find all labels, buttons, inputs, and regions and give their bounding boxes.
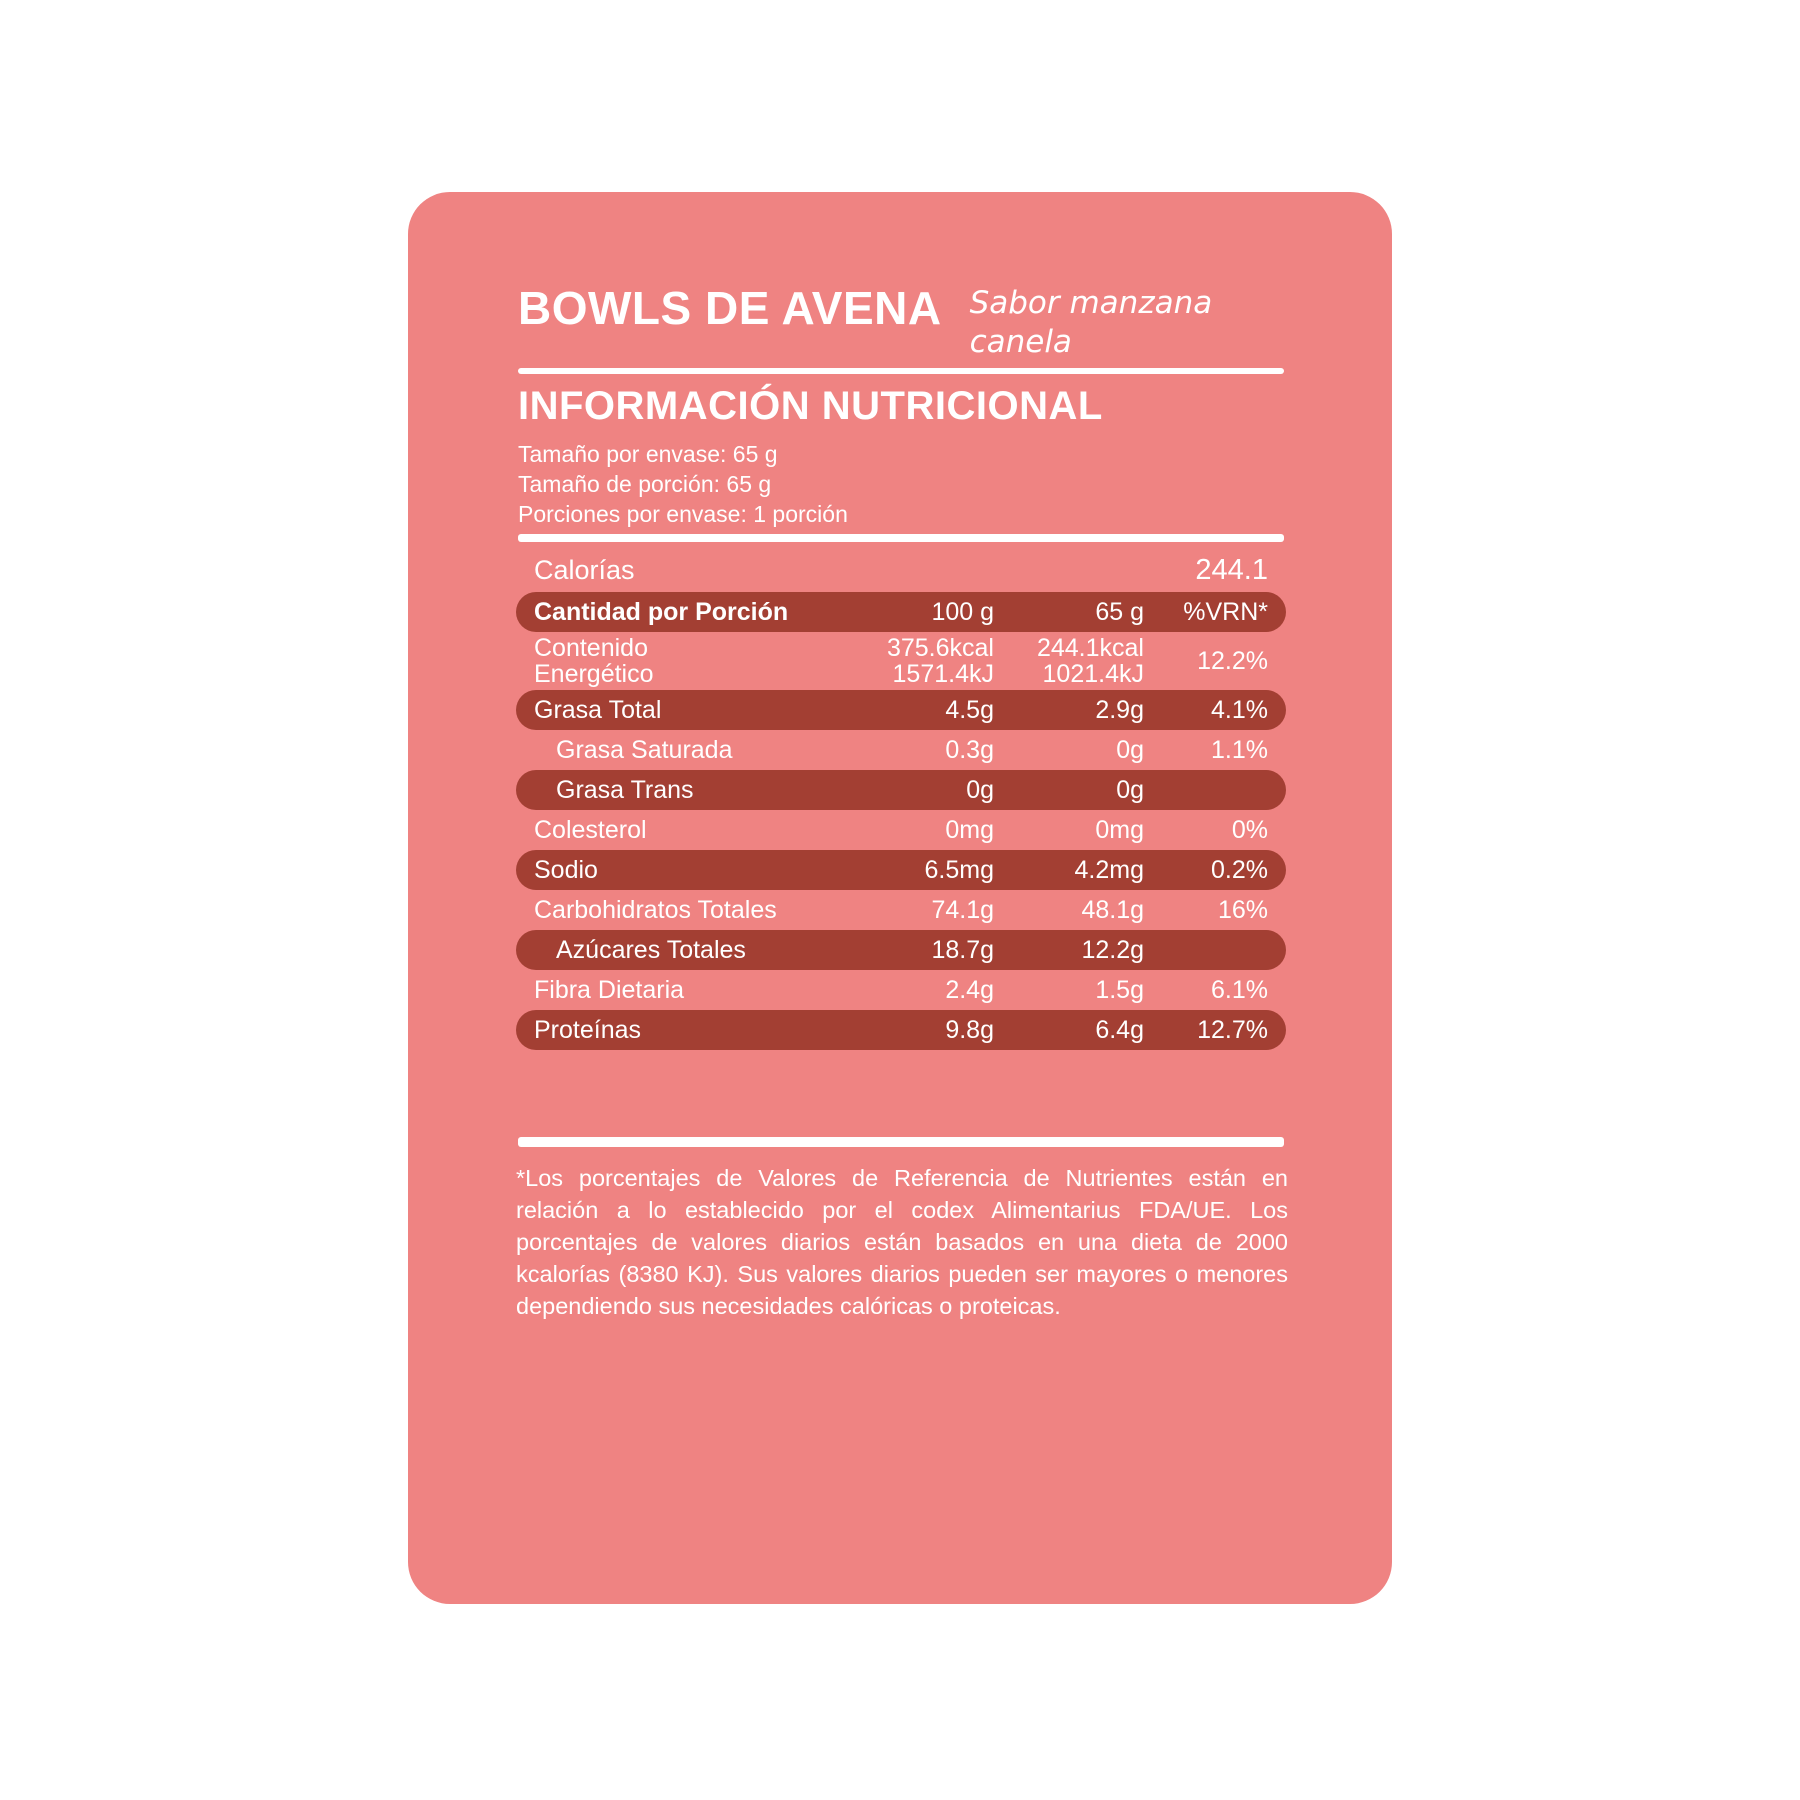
header-col-100g: 100 g	[931, 597, 994, 626]
row-vrn-sodio: 0.2%	[1211, 855, 1268, 884]
row-name-proteinas: Proteínas	[534, 1015, 642, 1044]
row-name-grasa-total: Grasa Total	[534, 695, 662, 724]
row-100g-grasa-trans: 0g	[966, 775, 994, 804]
table-row	[516, 730, 1286, 770]
header-col-65g: 65 g	[1095, 597, 1144, 626]
row-65g-grasa-total: 2.9g	[1095, 695, 1144, 724]
row-name-colesterol: Colesterol	[534, 815, 647, 844]
nutrition-table	[516, 548, 1286, 1050]
table-row	[516, 1010, 1286, 1050]
product-flavor: Sabor manzana canela	[969, 285, 1213, 360]
table-row	[516, 770, 1286, 810]
header-amount-per-portion: Cantidad por Porción	[534, 597, 789, 626]
row-100g-colesterol: 0mg	[945, 815, 994, 844]
serving-info	[518, 439, 848, 529]
row-100g-proteinas: 9.8g	[945, 1015, 994, 1044]
row-100g-fibra: 2.4g	[945, 975, 994, 1004]
row-vrn-colesterol: 0%	[1231, 815, 1268, 844]
row-name-sodio: Sodio	[534, 855, 598, 884]
divider-top	[518, 368, 1284, 374]
row-name-energy-line1: Contenido	[534, 633, 648, 662]
table-row	[516, 850, 1286, 890]
row-100g-grasa-saturada: 0.3g	[945, 735, 994, 764]
row-65g-sodio: 4.2mg	[1074, 855, 1144, 884]
row-65g-proteinas: 6.4g	[1095, 1015, 1144, 1044]
row-name-fibra: Fibra Dietaria	[534, 975, 685, 1004]
row-name-energy-line2: Energético	[534, 660, 654, 688]
table-row	[516, 690, 1286, 730]
row-65g-fibra: 1.5g	[1095, 975, 1144, 1004]
row-vrn-energy: 12.2%	[1197, 646, 1268, 675]
row-name-grasa-saturada: Grasa Saturada	[556, 735, 733, 764]
serving-package-size: Tamaño por envase: 65 g	[518, 441, 778, 467]
calories-label: Calorías	[534, 554, 635, 585]
row-name-carbohidratos: Carbohidratos Totales	[534, 895, 777, 924]
row-vrn-grasa-saturada: 1.1%	[1211, 735, 1268, 764]
nutrition-label-card	[408, 192, 1392, 1604]
row-65g-energy-kj: 1021.4kJ	[1042, 660, 1144, 688]
calories-value: 244.1	[1195, 553, 1268, 586]
row-name-grasa-trans: Grasa Trans	[556, 775, 694, 804]
row-100g-carbohidratos: 74.1g	[931, 895, 994, 924]
table-row	[516, 930, 1286, 970]
section-title: INFORMACIÓN NUTRICIONAL	[518, 384, 1103, 428]
calories-row	[516, 548, 1286, 592]
row-vrn-proteinas: 12.7%	[1197, 1015, 1268, 1044]
table-row	[516, 632, 1286, 690]
serving-portion-size: Tamaño de porción: 65 g	[518, 471, 772, 497]
row-100g-sodio: 6.5mg	[924, 855, 994, 884]
row-65g-colesterol: 0mg	[1095, 815, 1144, 844]
serving-portions-per-package: Porciones por envase: 1 porción	[518, 501, 848, 527]
row-100g-grasa-total: 4.5g	[945, 695, 994, 724]
row-65g-carbohidratos: 48.1g	[1081, 895, 1144, 924]
row-65g-energy-kcal: 244.1kcal	[1036, 633, 1144, 662]
row-name-energy	[516, 635, 834, 688]
row-vrn-grasa-total: 4.1%	[1211, 695, 1268, 724]
row-vrn-carbohidratos: 16%	[1217, 895, 1268, 924]
row-name-azucares: Azúcares Totales	[556, 935, 746, 964]
product-title: BOWLS DE AVENA	[518, 282, 942, 334]
row-100g-energy	[834, 635, 994, 688]
table-row	[516, 970, 1286, 1010]
row-65g-energy	[994, 635, 1144, 688]
divider-bottom	[518, 1137, 1284, 1147]
footnote-text: *Los porcentajes de Valores de Referencia de Nutrientes están en relación a lo establecido por el codex Alimentarius FDA/UE. Los porcentajes de valores diarios están basados en una dieta de 2000 kcalorías (8380 KJ). Sus valores diarios pueden ser mayores o menores dependiendo sus necesidades calóricas o proteicas.	[516, 1165, 1288, 1319]
label-header	[518, 282, 1308, 362]
divider-middle	[518, 534, 1284, 542]
row-65g-grasa-trans: 0g	[1116, 775, 1144, 804]
table-row	[516, 890, 1286, 930]
table-header-row	[516, 592, 1286, 632]
row-100g-azucares: 18.7g	[931, 935, 994, 964]
row-65g-azucares: 12.2g	[1081, 935, 1144, 964]
row-100g-energy-kcal: 375.6kcal	[886, 633, 994, 662]
row-100g-energy-kj: 1571.4kJ	[892, 660, 994, 688]
table-row	[516, 810, 1286, 850]
row-65g-grasa-saturada: 0g	[1116, 735, 1144, 764]
header-col-vrn: %VRN*	[1183, 597, 1268, 626]
row-vrn-fibra: 6.1%	[1211, 975, 1268, 1004]
